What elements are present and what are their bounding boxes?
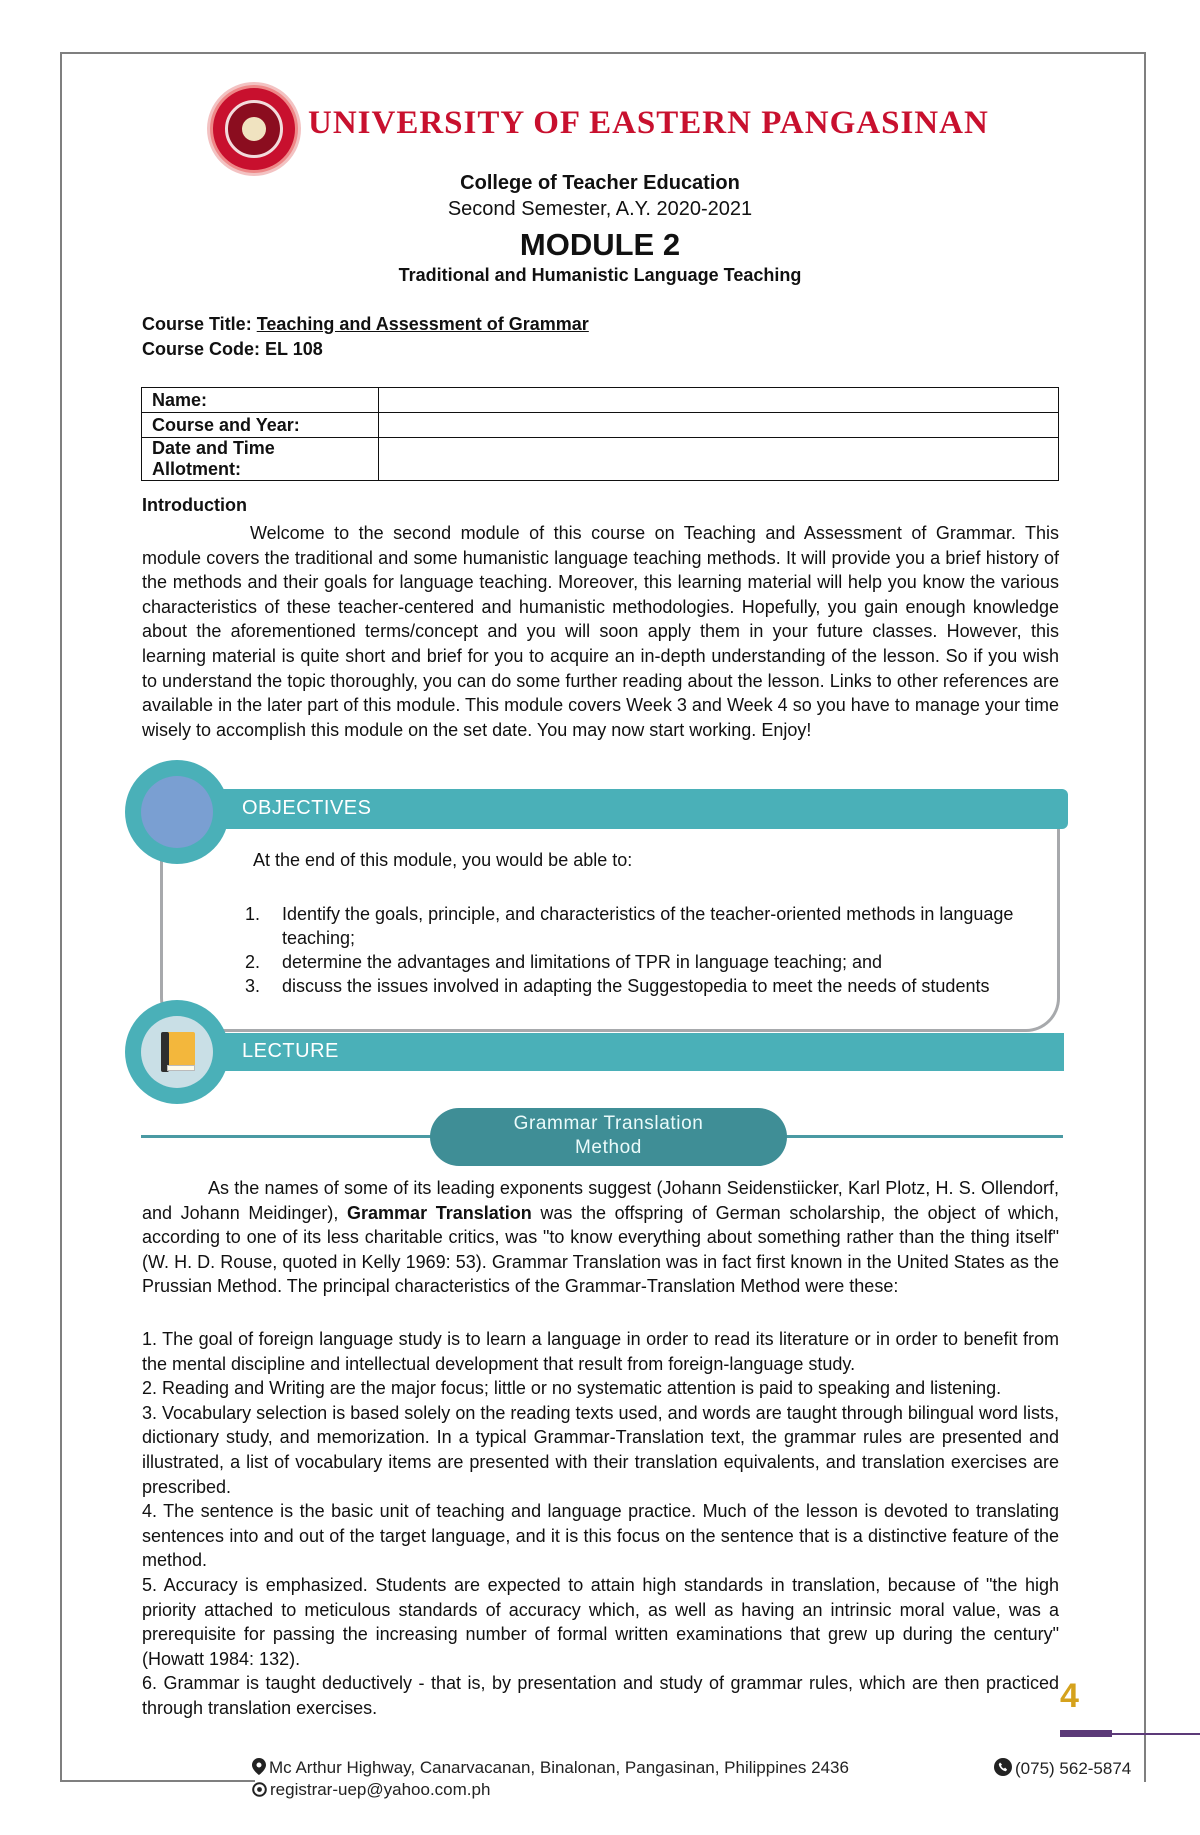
footer-phone-text: (075) 562-5874 — [1015, 1759, 1132, 1778]
page-frame-bottom — [60, 1780, 255, 1782]
name-field[interactable] — [379, 388, 1059, 413]
introduction-text: Welcome to the second module of this course on Teaching and Assessment of Grammar. This module covers the traditional and some humanistic language teaching methods. It will provide you a brief history of the methods and their goals for language teaching. Moreover, this learning material will help you know the various characteristics of these teacher-centered and humanistic methodologies. Hopefully, you gain enough knowledge about the aforementioned terms/concept and you will soon apply them in your future classes. However, this learning material is quite short and brief for you to acquire an in-depth understanding of the lesson. So if you wish to understand the topic thoroughly, you can do some further reading about the lesson. Links to other references are available in the later part of this module. This module covers Week 3 and Week 4 so you have to manage your time wisely to accomplish this module on the set date. You may now start working. Enjoy! — [142, 523, 1059, 740]
list-number: 3. — [245, 976, 261, 996]
list-item — [245, 902, 1035, 950]
introduction-heading: Introduction — [142, 495, 247, 515]
page-number-bar — [1060, 1730, 1112, 1737]
email-icon — [252, 1782, 267, 1797]
table-row — [142, 388, 1059, 413]
student-info-table — [141, 387, 1059, 481]
course-code-label: Course Code: — [142, 339, 261, 359]
list-item: 5. Accuracy is emphasized. Students are expected to attain high standards in translation, because of "the high priority attached to meticulous standards of accuracy which, as well as having an intrinsic moral value, was a prerequisite for passing the increasing number of formal written examinations that grew up during the century" (Howatt 1984: 132). — [142, 1574, 1059, 1669]
list-text: Identify the goals, principle, and characteristics of the teacher-oriented methods in language teaching; — [282, 904, 1014, 948]
footer-email — [252, 1780, 490, 1800]
name-label: Name: — [142, 388, 379, 413]
objectives-intro: At the end of this module, you would be able to: — [253, 850, 633, 870]
list-number: 2. — [245, 952, 261, 972]
gtm-paragraph — [142, 1176, 1059, 1299]
list-item: 1. The goal of foreign language study is to learn a language in order to read its literature or in order to benefit from the mental discipline and intellectual development that result from foreign-language study. — [142, 1329, 1059, 1374]
objectives-heading: OBJECTIVES — [242, 797, 372, 819]
footer-phone — [994, 1758, 1131, 1779]
map-pin-icon — [252, 1758, 266, 1775]
date-time-field[interactable] — [379, 438, 1059, 481]
footer-email-text: registrar-uep@yahoo.com.ph — [270, 1780, 491, 1799]
page-number-line — [1112, 1733, 1200, 1735]
course-year-field[interactable] — [379, 413, 1059, 438]
lecture-header-bar — [180, 1033, 1064, 1071]
lecture-circle — [125, 1000, 229, 1104]
university-seal-icon — [210, 85, 298, 173]
module-subtitle: Traditional and Humanistic Language Teaching — [398, 265, 802, 285]
objectives-circle-icon — [125, 760, 229, 864]
list-text: discuss the issues involved in adapting the Suggestopedia to meet the needs of students — [282, 976, 990, 996]
gtm-text-before: As the names of some of its leading exponents suggest (Johann Seidenstiicker, Karl Plotz, H. S. Ollendorf, and Johann Meidinger), — [142, 1178, 1059, 1223]
list-item: 6. Grammar is taught deductively - that is, by presentation and study of grammar rules, which are then practiced through translation exercises. — [142, 1673, 1059, 1718]
list-item: 2. Reading and Writing are the major focus; little or no systematic attention is paid to speaking and listening. — [142, 1378, 1002, 1399]
objectives-header-bar — [180, 789, 1068, 829]
list-item: 4. The sentence is the basic unit of teaching and language practice. Much of the lesson is devoted to translating sentences into and out of the target language, and it is this focus on the sentence that is a distinctive feature of the method. — [142, 1501, 1059, 1571]
list-item — [245, 974, 1035, 998]
footer-address-text: Mc Arthur Highway, Canarvacanan, Binalonan, Pangasinan, Philippines 2436 — [269, 1758, 849, 1777]
semester: Second Semester, A.Y. 2020-2021 — [447, 198, 753, 220]
course-code-value: EL 108 — [265, 339, 323, 359]
list-item: 3. Vocabulary selection is based solely on the reading texts used, and words are taught through bilingual word lists, dictionary study, and memorization. In a typical Grammar-Translation text, the grammar rules are presented and illustrated, a list of vocabulary items are presented with their translation equivalents, and translation exercises are prescribed. — [142, 1402, 1059, 1497]
course-title-label: Course Title: — [142, 314, 252, 334]
module-title: MODULE 2 — [519, 227, 681, 262]
gtm-text-after: was the offspring of German scholarship, the object of which, according to one of its less charitable critics, was "to know everything about something rather than the thing itself" (W. H. D. Rouse, quoted in Kelly 1969: 53). Grammar Translation was in fact first known in the United States as the Prussian Method. The principal characteristics of the Grammar-Translation Method were these: — [142, 1202, 1059, 1297]
phone-icon — [994, 1758, 1012, 1776]
book-icon — [161, 1032, 195, 1072]
section-title-line2: Method — [575, 1137, 642, 1158]
date-time-label: Date and Time Allotment: — [142, 438, 379, 481]
objectives-list — [245, 902, 1035, 998]
section-title-pill — [430, 1108, 787, 1166]
course-title — [142, 314, 589, 335]
table-row — [142, 413, 1059, 438]
university-name: UNIVERSITY OF EASTERN PANGASINAN — [308, 105, 989, 141]
section-title-line1: Grammar Translation — [513, 1113, 704, 1134]
college-name: College of Teacher Education — [460, 172, 740, 194]
course-code — [142, 339, 323, 360]
table-row — [142, 438, 1059, 481]
university-header — [210, 85, 1010, 175]
gtm-term: Grammar Translation — [347, 1202, 532, 1223]
list-text: determine the advantages and limitations of TPR in language teaching; and — [282, 952, 883, 972]
course-year-label: Course and Year: — [142, 413, 379, 438]
footer-address — [252, 1758, 849, 1778]
lecture-heading: LECTURE — [242, 1040, 339, 1062]
page-number — [1060, 1677, 1110, 1719]
course-title-value: Teaching and Assessment of Grammar — [256, 314, 589, 334]
gtm-characteristics — [142, 1327, 1059, 1721]
page-number-text: 4 — [1060, 1677, 1079, 1715]
list-item — [245, 950, 1035, 974]
list-number: 1. — [245, 904, 261, 924]
